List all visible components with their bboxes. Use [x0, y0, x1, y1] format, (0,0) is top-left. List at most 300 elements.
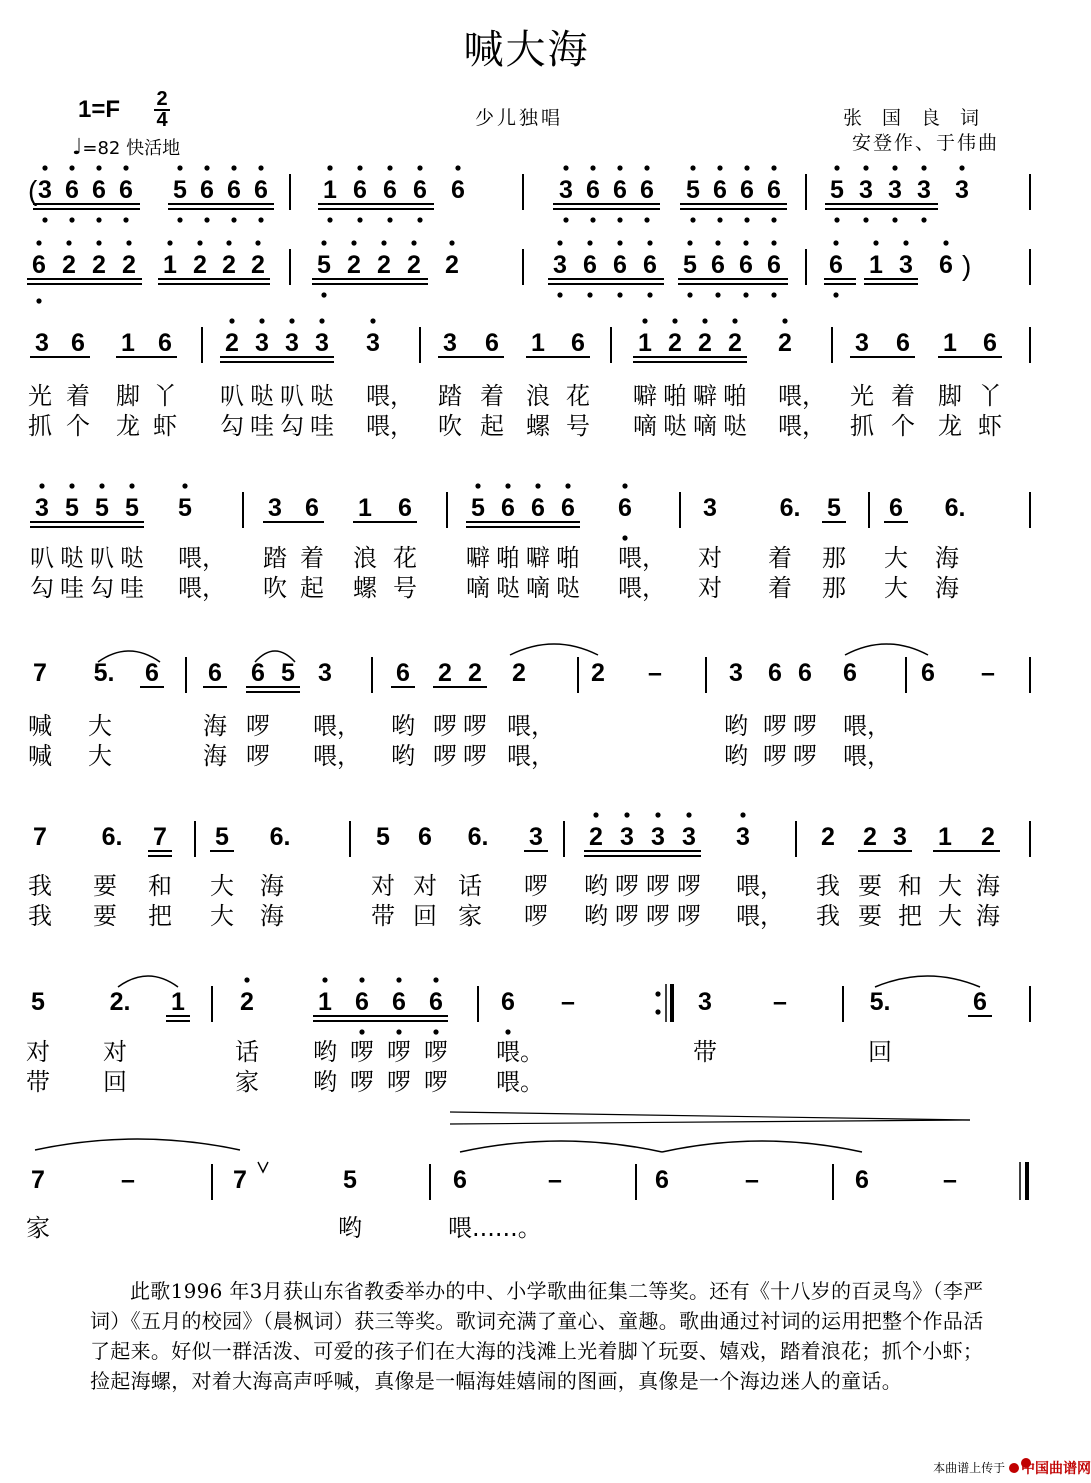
repeat-dot — [655, 991, 660, 996]
high-octave-dot — [244, 977, 249, 982]
high-octave-dot — [690, 165, 695, 170]
lyric-char: 哒 — [250, 382, 274, 410]
high-octave-dot — [732, 318, 737, 323]
high-octave-dot — [66, 240, 71, 245]
lyric-char: 回 — [413, 902, 437, 930]
high-octave-dot — [686, 812, 691, 817]
note: 6 — [531, 494, 545, 522]
low-octave-dot — [622, 535, 627, 540]
note: 5 — [683, 251, 697, 279]
lyric-char: 家 — [458, 902, 482, 930]
tempo-value: =82 — [82, 138, 121, 159]
lyric-char: 嘀 — [693, 412, 717, 440]
high-octave-dot — [359, 977, 364, 982]
note: 3 — [888, 176, 902, 204]
lyric-char: 啰 — [524, 872, 548, 900]
high-octave-dot — [351, 240, 356, 245]
note: 2 — [240, 988, 254, 1016]
low-octave-dot — [563, 217, 568, 222]
low-octave-dot — [505, 1029, 510, 1034]
lyric-char: 啰 — [350, 1068, 374, 1096]
high-octave-dot — [411, 240, 416, 245]
lyric-char: 叭 — [90, 544, 114, 572]
note: 2 — [863, 823, 877, 851]
tie-slur — [845, 644, 928, 655]
lyric-char: 啰 — [524, 902, 548, 930]
lyric-char: 我 — [816, 902, 840, 930]
lyric-char: 喊 — [28, 712, 52, 740]
note: 6 — [65, 176, 79, 204]
lyric-char: 哟 — [584, 872, 608, 900]
note: 6 — [413, 176, 427, 204]
tie-slur — [460, 1141, 662, 1152]
high-octave-dot — [321, 240, 326, 245]
low-octave-dot — [863, 217, 868, 222]
note: 6 — [158, 329, 172, 357]
high-octave-dot — [617, 165, 622, 170]
note: 6 — [396, 659, 410, 687]
note: 6 — [713, 176, 727, 204]
low-octave-dot — [417, 217, 422, 222]
lyric-char: 脚 — [938, 382, 962, 410]
lyric-char: 哟 — [724, 742, 748, 770]
lyric-char: 丫 — [978, 382, 1002, 410]
high-octave-dot — [642, 318, 647, 323]
note: 5 — [343, 1166, 357, 1194]
lyric-char: 哇 — [120, 574, 144, 602]
lyric-char: 踏 — [438, 382, 462, 410]
tie-slur — [662, 1141, 862, 1152]
lyric-char: 个 — [891, 412, 915, 440]
lyric-char: 个 — [66, 412, 90, 440]
low-octave-dot — [647, 292, 652, 297]
high-octave-dot — [99, 483, 104, 488]
close-parenthesis: ) — [962, 250, 972, 281]
high-octave-dot — [319, 318, 324, 323]
lyric-char: 喂， — [507, 712, 555, 740]
lyric-char: 吹 — [263, 574, 287, 602]
lyric-char: 光 — [28, 382, 52, 410]
high-octave-dot — [771, 165, 776, 170]
lyric-char: 叭 — [30, 544, 54, 572]
lyric-char: 啰 — [424, 1038, 448, 1066]
note: 6 — [983, 329, 997, 357]
lyric-char: 着 — [768, 574, 792, 602]
lyric-char: 叭 — [220, 382, 244, 410]
note: 2 — [728, 329, 742, 357]
composer-credit: 安登作、于伟曲 — [851, 132, 999, 154]
lyric-char: 啰 — [463, 742, 487, 770]
low-octave-dot — [771, 292, 776, 297]
lyric-char: 喂， — [778, 412, 826, 440]
note: 6 — [398, 494, 412, 522]
low-octave-dot — [231, 217, 236, 222]
high-octave-dot — [370, 318, 375, 323]
lyric-char: 啰 — [677, 872, 701, 900]
note: 3 — [651, 823, 665, 851]
note: 7 — [153, 823, 167, 851]
high-octave-dot — [557, 240, 562, 245]
tie-slur — [118, 976, 178, 987]
note: 6 — [583, 251, 597, 279]
lyric-char: 啰 — [433, 742, 457, 770]
lyric-char: 哟 — [391, 712, 415, 740]
low-octave-dot — [690, 217, 695, 222]
note: 2. — [109, 988, 131, 1016]
note: 2 — [589, 823, 603, 851]
lyric-char: 喂， — [778, 382, 826, 410]
note: 3 — [255, 329, 269, 357]
lyric-char: 对 — [698, 574, 722, 602]
high-octave-dot — [593, 812, 598, 817]
lyric-char: 抓 — [28, 412, 52, 440]
note: 6 — [855, 1166, 869, 1194]
lyric-char: 勾 — [30, 574, 54, 602]
note: – — [943, 1166, 957, 1194]
lyric-char: 踏 — [263, 544, 287, 572]
high-octave-dot — [36, 240, 41, 245]
high-octave-dot — [177, 165, 182, 170]
lyric-char: 啰 — [424, 1068, 448, 1096]
note: 5 — [65, 494, 79, 522]
low-octave-dot — [743, 292, 748, 297]
note: 2 — [698, 329, 712, 357]
note: 7 — [31, 1166, 45, 1194]
lyric-char: 要 — [858, 902, 882, 930]
note: 3 — [366, 329, 380, 357]
lyric-char: 对 — [26, 1038, 50, 1066]
lyric-char: 花 — [566, 382, 590, 410]
note: 1 — [358, 494, 372, 522]
note: 2 — [668, 329, 682, 357]
lyric-char: 回 — [868, 1038, 892, 1066]
lyric-char: 着 — [891, 382, 915, 410]
note: 6 — [655, 1166, 669, 1194]
high-octave-dot — [129, 483, 134, 488]
high-octave-dot — [647, 240, 652, 245]
low-octave-dot — [123, 217, 128, 222]
low-octave-dot — [177, 217, 182, 222]
lyric-char: 哇 — [250, 412, 274, 440]
note: 5 — [686, 176, 700, 204]
high-octave-dot — [672, 318, 677, 323]
lyric-char: 喂， — [178, 544, 226, 572]
note: 6 — [251, 659, 265, 687]
note: 2 — [222, 251, 236, 279]
high-octave-dot — [475, 483, 480, 488]
lyric-char: 哒 — [120, 544, 144, 572]
lyric-char: 浪 — [353, 544, 377, 572]
lyric-char: 要 — [93, 902, 117, 930]
lyric-char: 勾 — [280, 412, 304, 440]
note: 6 — [418, 823, 432, 851]
lyric-char: 对 — [103, 1038, 127, 1066]
note: 2 — [468, 659, 482, 687]
lyric-char: 抓 — [850, 412, 874, 440]
lyric-char: 喂， — [618, 574, 666, 602]
note: 3 — [893, 823, 907, 851]
lyric-char: 大 — [938, 872, 962, 900]
lyric-char: 家 — [26, 1214, 50, 1242]
low-octave-dot — [587, 292, 592, 297]
high-octave-dot — [231, 165, 236, 170]
lyric-char: 号 — [566, 412, 590, 440]
note: 3 — [859, 176, 873, 204]
high-octave-dot — [126, 240, 131, 245]
lyric-char: 哟 — [313, 1038, 337, 1066]
note: 3 — [553, 251, 567, 279]
lyric-char: 脚 — [116, 382, 140, 410]
lyric-char: 大 — [884, 544, 908, 572]
lyric-char: 龙 — [116, 412, 140, 440]
lyric-char: 喂， — [507, 742, 555, 770]
note: 6 — [571, 329, 585, 357]
lyric-char: 和 — [148, 872, 172, 900]
lyric-char: 喂， — [313, 712, 361, 740]
breath-mark-icon — [258, 1162, 268, 1172]
lyric-char: 哟 — [313, 1068, 337, 1096]
note: 6 — [896, 329, 910, 357]
lyric-char: 话 — [235, 1038, 259, 1066]
lyric-char: 嘀 — [526, 574, 550, 602]
lyric-char: 带 — [26, 1068, 50, 1096]
tie-slur — [510, 644, 598, 655]
high-octave-dot — [197, 240, 202, 245]
note: 5 — [376, 823, 390, 851]
note: 6 — [254, 176, 268, 204]
low-octave-dot — [644, 217, 649, 222]
note: 2 — [122, 251, 136, 279]
note: 7 — [33, 823, 47, 851]
high-octave-dot — [226, 240, 231, 245]
note: 6. — [467, 823, 489, 851]
note: 6 — [889, 494, 903, 522]
note: 5 — [31, 988, 45, 1016]
hairpin-line — [450, 1120, 970, 1124]
note: – — [773, 988, 787, 1016]
lyric-char: 光 — [850, 382, 874, 410]
note: 6 — [383, 176, 397, 204]
quarter-note-icon: ♩ — [72, 135, 83, 160]
note: 6 — [643, 251, 657, 279]
note: 1 — [163, 251, 177, 279]
high-octave-dot — [255, 240, 260, 245]
note: 2 — [981, 823, 995, 851]
lyric-char: 对 — [698, 544, 722, 572]
high-octave-dot — [943, 240, 948, 245]
lyric-char: 家 — [235, 1068, 259, 1096]
high-octave-dot — [921, 165, 926, 170]
lyric-char: 海 — [976, 872, 1000, 900]
note: 6 — [921, 659, 935, 687]
low-octave-dot — [69, 217, 74, 222]
high-octave-dot — [381, 240, 386, 245]
note: 5. — [869, 988, 891, 1016]
high-octave-dot — [535, 483, 540, 488]
lyric-char: 要 — [858, 872, 882, 900]
lyric-char: 丫 — [153, 382, 177, 410]
high-octave-dot — [702, 318, 707, 323]
lyric-char: 啰 — [433, 712, 457, 740]
note: 7 — [233, 1166, 247, 1194]
lyric-char: 带 — [693, 1038, 717, 1066]
lyric-char: 啪 — [663, 382, 687, 410]
note: 3 — [620, 823, 634, 851]
high-octave-dot — [96, 165, 101, 170]
note: – — [648, 659, 662, 687]
lyric-char: 啰 — [350, 1038, 374, 1066]
lyric-char: 啰 — [793, 712, 817, 740]
lyric-char: 龙 — [938, 412, 962, 440]
tie-slur — [875, 976, 980, 987]
lyric-char: 虾 — [978, 412, 1002, 440]
note: 3 — [285, 329, 299, 357]
lyric-char: 啰 — [615, 872, 639, 900]
note: 6 — [71, 329, 85, 357]
song-notes-paragraph: 此歌1996 年3月获山东省教委举办的中、小学歌曲征集二等奖。还有《十八岁的百灵鸟》（李严词）《五月的校园》（晨枫词）获三等奖。歌词充满了童心、童趣。歌曲通过衬词的运用把整个作品活了起来。好似一群活泼、可爱的孩子们在大海的浅滩上光着脚丫玩耍、嬉戏，踏着浪花；抓个小虾；捡起海螺，对着大海高声呼喊，真像是一幅海娃嬉闹的图画，真像是一个海边迷人的童话。 — [90, 1279, 984, 1393]
note: 2 — [347, 251, 361, 279]
high-octave-dot — [322, 977, 327, 982]
note: – — [121, 1166, 135, 1194]
high-octave-dot — [687, 240, 692, 245]
note: 2 — [92, 251, 106, 279]
low-octave-dot — [744, 217, 749, 222]
lyric-char: 浪 — [526, 382, 550, 410]
lyric-char: 叭 — [280, 382, 304, 410]
note: 6 — [613, 176, 627, 204]
note: 1 — [938, 823, 952, 851]
low-octave-dot — [42, 217, 47, 222]
note: 2 — [193, 251, 207, 279]
note: 2 — [377, 251, 391, 279]
lyric-char: 喂。 — [496, 1068, 544, 1096]
high-octave-dot — [455, 165, 460, 170]
lyric-char: 喂......。 — [448, 1214, 542, 1242]
high-octave-dot — [622, 483, 627, 488]
note: 2 — [512, 659, 526, 687]
lyric-char: 啰 — [646, 902, 670, 930]
lyric-char: 海 — [260, 902, 284, 930]
note: 1 — [323, 176, 337, 204]
lyric-char: 喂， — [366, 382, 414, 410]
note: 3 — [955, 176, 969, 204]
lyric-char: 喂， — [843, 742, 891, 770]
tempo-word: 快活地 — [126, 138, 181, 159]
lyric-char: 回 — [103, 1068, 127, 1096]
high-octave-dot — [740, 812, 745, 817]
low-octave-dot — [617, 217, 622, 222]
lyric-char: 哒 — [310, 382, 334, 410]
lyric-char: 啰 — [387, 1038, 411, 1066]
upload-text: 本曲谱上传于 — [933, 1461, 1006, 1475]
note: 7 — [33, 659, 47, 687]
high-octave-dot — [782, 318, 787, 323]
high-octave-dot — [743, 240, 748, 245]
high-octave-dot — [590, 165, 595, 170]
time-denominator: 4 — [156, 109, 168, 131]
lyric-char: 喂， — [366, 412, 414, 440]
lyric-char: 喂， — [618, 544, 666, 572]
note: 5 — [281, 659, 295, 687]
tie-slur — [35, 1139, 240, 1150]
note: 3 — [268, 494, 282, 522]
note: 6 — [501, 988, 515, 1016]
low-octave-dot — [396, 1029, 401, 1034]
low-octave-dot — [36, 298, 41, 303]
lyric-char: 啪 — [723, 382, 747, 410]
lyric-char: 着 — [768, 544, 792, 572]
key-signature: 1=F — [78, 96, 121, 123]
note: 6. — [269, 823, 291, 851]
lyricist-credit: 张国良词 — [842, 107, 999, 129]
lyric-char: 喂， — [736, 902, 784, 930]
high-octave-dot — [565, 483, 570, 488]
note: 6 — [92, 176, 106, 204]
low-octave-dot — [892, 217, 897, 222]
lyric-char: 噼 — [466, 544, 490, 572]
lyric-char: 螺 — [526, 412, 550, 440]
lyric-char: 嘀 — [466, 574, 490, 602]
lyric-char: 勾 — [220, 412, 244, 440]
high-octave-dot — [892, 165, 897, 170]
high-octave-dot — [903, 240, 908, 245]
lyric-char: 啰 — [463, 712, 487, 740]
lyric-char: 螺 — [353, 574, 377, 602]
note: 3 — [315, 329, 329, 357]
note: 6. — [101, 823, 123, 851]
high-octave-dot — [229, 318, 234, 323]
lyric-char: 啰 — [763, 742, 787, 770]
high-octave-dot — [96, 240, 101, 245]
high-octave-dot — [327, 165, 332, 170]
lyric-char: 海 — [260, 872, 284, 900]
low-octave-dot — [834, 217, 839, 222]
low-octave-dot — [557, 292, 562, 297]
note: 3 — [855, 329, 869, 357]
lyric-char: 哒 — [556, 574, 580, 602]
note: 6 — [208, 659, 222, 687]
low-octave-dot — [357, 217, 362, 222]
low-octave-dot — [327, 217, 332, 222]
note: 6 — [739, 251, 753, 279]
note: 6 — [453, 1166, 467, 1194]
lyric-char: 哒 — [723, 412, 747, 440]
high-octave-dot — [167, 240, 172, 245]
lyric-char: 噼 — [633, 382, 657, 410]
note: 1 — [531, 329, 545, 357]
high-octave-dot — [182, 483, 187, 488]
note: 1 — [171, 988, 185, 1016]
lyric-char: 我 — [816, 872, 840, 900]
low-octave-dot — [96, 217, 101, 222]
high-octave-dot — [289, 318, 294, 323]
lyric-char: 把 — [898, 902, 922, 930]
lyric-char: 勾 — [90, 574, 114, 602]
note: 2 — [407, 251, 421, 279]
high-octave-dot — [69, 483, 74, 488]
note: 5. — [93, 659, 115, 687]
high-octave-dot — [715, 240, 720, 245]
lyric-char: 哒 — [663, 412, 687, 440]
high-octave-dot — [617, 240, 622, 245]
lyric-char: 噼 — [693, 382, 717, 410]
note: 6 — [843, 659, 857, 687]
lyric-char: 哒 — [496, 574, 520, 602]
lyric-char: 喊 — [28, 742, 52, 770]
low-octave-dot — [321, 292, 326, 297]
note: 1 — [121, 329, 135, 357]
low-octave-dot — [433, 1029, 438, 1034]
